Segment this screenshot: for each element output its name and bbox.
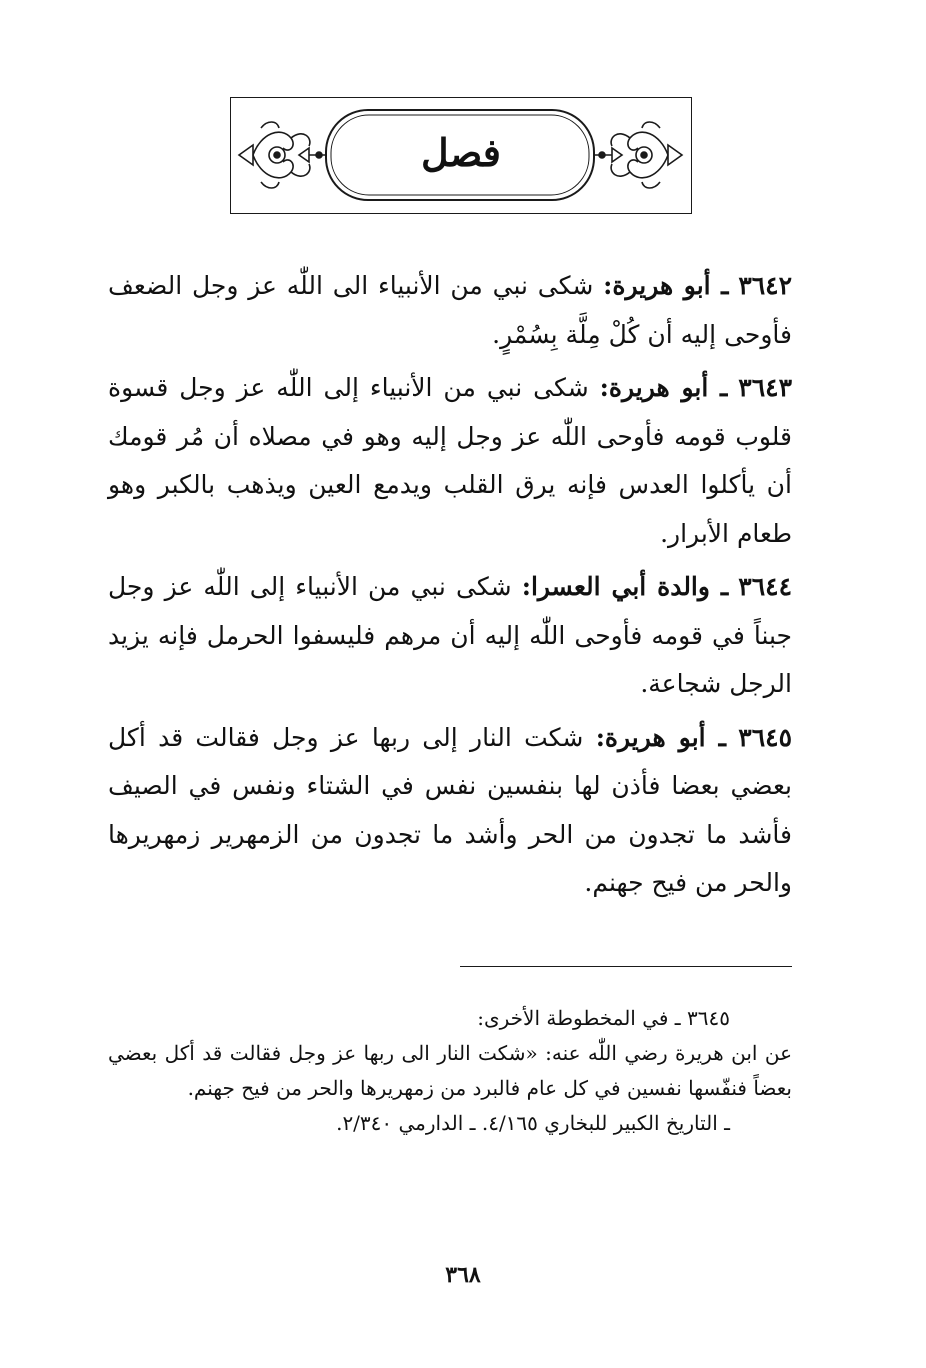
- hadith-paragraph: ٣٦٤٥ ـ أبو هريرة: شكت النار إلى ربها عز وجل فقالت قد أكل بعضي بعضا فأذن لها بنفسين نفس في الشتاء ونفس في الصيف فأشد ما تجدون من الحر وأشد ما تجدون من الزمهرير زمهريرها والحر من فيح جهنم.: [108, 722, 792, 897]
- narrator: أبو هريرة:: [603, 271, 711, 300]
- hadith-paragraph: ٣٦٤٤ ـ والدة أبي العسرا: شكى نبي من الأنبياء إلى اللّٰه عز وجل جبناً في قومه فأوحى اللّٰه إليه أن مرهم فليسفوا الحرمل فإنه يزيد الرجل شجاعة.: [108, 572, 793, 698]
- hadith-text: شكى نبي من الأنبياء إلى اللّٰه عز وجل جبناً في قومه فأوحى اللّٰه إليه أن مرهم فليسفوا الحرمل فإنه يزيد الرجل شجاعة.: [108, 572, 792, 698]
- footnote-separator: [460, 966, 792, 967]
- hadith-number: ٣٦٤٤: [738, 572, 793, 601]
- hadith-text: شكت النار إلى ربها عز وجل فقالت قد أكل بعضي بعضا فأذن لها بنفسين نفس في الشتاء ونفس في الصيف فأشد ما تجدون من الحر وأشد ما تجدون من الزمهرير زمهريرها والحر من فيح جهنم.: [108, 722, 792, 897]
- narrator: والدة أبي العسرا:: [521, 572, 710, 601]
- page-number: ٣٦٨: [445, 1262, 481, 1288]
- footnote-heading: ٣٦٤٥ ـ في المخطوطة الأخرى:: [477, 1006, 730, 1030]
- main-text: [108, 262, 792, 913]
- chapter-title: فصل: [421, 130, 501, 175]
- hadith-number: ٣٦٤٢: [738, 271, 793, 300]
- chapter-heading-frame: [230, 97, 692, 214]
- footnote-text: عن ابن هريرة رضي اللّٰه عنه: «شكت النار الى ربها عز وجل فقالت قد أكل بعضي بعضاً فنفّسها نفسين في كل عام فالبرد من زمهريرها والحر من فيح جهنم.: [108, 1041, 792, 1100]
- narrator: أبو هريرة:: [595, 722, 706, 752]
- narrator: أبو هريرة:: [599, 373, 709, 402]
- hadith-paragraph: ٣٦٤٢ ـ أبو هريرة: شكى نبي من الأنبياء الى اللّٰه عز وجل الضعف فأوحى إليه أن كُلْ مِلَّة بِسُمْرٍ.: [108, 271, 793, 349]
- hadith-text: شكى نبي من الأنبياء إلى اللّٰه عز وجل قسوة قلوب قومه فأوحى اللّٰه عز وجل إليه وهو في مصلاه أن مُر قومك أن يأكلوا العدس فإنه يرق القلب ويدمع العين ويذهب بالكبر وهو طعام الأبرار.: [108, 373, 792, 548]
- hadith-number: ٣٦٤٥: [738, 722, 792, 752]
- hadith-number: ٣٦٤٣: [738, 373, 792, 402]
- footnote-source: ـ التاريخ الكبير للبخاري ٤/١٦٥. ـ الدارمي ٢/٣٤٠.: [336, 1111, 730, 1135]
- hadith-paragraph: ٣٦٤٣ ـ أبو هريرة: شكى نبي من الأنبياء إلى اللّٰه عز وجل قسوة قلوب قومه فأوحى اللّٰه عز وجل إليه وهو في مصلاه أن مُر قومك أن يأكلوا العدس فإنه يرق القلب ويدمع العين ويذهب بالكبر وهو طعام الأبرار.: [108, 373, 792, 548]
- footnotes: [108, 1001, 792, 1141]
- hadith-text: شكى نبي من الأنبياء الى اللّٰه عز وجل الضعف فأوحى إليه أن كُلْ مِلَّة بِسُمْرٍ.: [108, 271, 792, 349]
